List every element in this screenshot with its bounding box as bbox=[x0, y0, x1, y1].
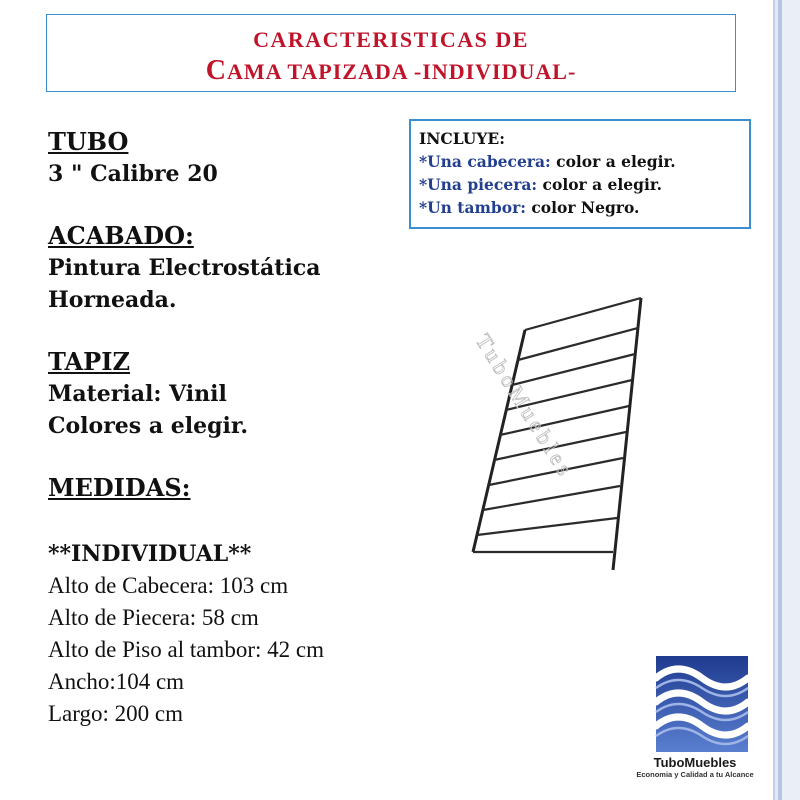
tapiz-heading: TAPIZ bbox=[48, 347, 130, 376]
measurement-4: Ancho:104 cm bbox=[48, 669, 185, 694]
individual-heading: **INDIVIDUAL** bbox=[48, 541, 252, 567]
include-item bbox=[419, 173, 741, 196]
title-rest: AMA TAPIZADA -INDIVIDUAL- bbox=[226, 59, 577, 84]
include-text: color a elegir. bbox=[550, 152, 676, 171]
watermark-text: TuboMuebles bbox=[470, 329, 580, 483]
logo-name: TuboMuebles bbox=[653, 755, 737, 770]
include-label: *Una piecera: bbox=[419, 175, 538, 194]
include-label: *Una cabecera: bbox=[419, 152, 551, 171]
bed-frame-illustration bbox=[455, 290, 665, 580]
tapiz-line-1: Material: Vinil bbox=[48, 381, 227, 407]
medidas-heading: MEDIDAS: bbox=[48, 473, 191, 502]
tapiz-line-2: Colores a elegir. bbox=[48, 413, 249, 439]
measurement-3: Alto de Piso al tambor: 42 cm bbox=[48, 637, 324, 662]
acabado-line-2: Horneada. bbox=[48, 287, 177, 313]
title-initial: C bbox=[205, 55, 227, 86]
acabado-line-1: Pintura Electrostática bbox=[48, 255, 321, 281]
logo-tagline: Economia y Calidad a tu Alcance bbox=[636, 770, 754, 779]
title-line-2 bbox=[47, 55, 735, 87]
includes-heading: INCLUYE: bbox=[419, 129, 505, 148]
include-label: *Un tambor: bbox=[419, 198, 526, 217]
measurement-2: Alto de Piecera: 58 cm bbox=[48, 605, 259, 630]
include-text: color a elegir. bbox=[537, 175, 663, 194]
include-text: color Negro. bbox=[525, 198, 640, 217]
include-item bbox=[419, 196, 741, 219]
specifications bbox=[48, 126, 324, 730]
title-box bbox=[46, 14, 736, 92]
includes-box bbox=[409, 119, 751, 229]
measurement-1: Alto de Cabecera: 103 cm bbox=[48, 573, 289, 598]
tubo-heading: TUBO bbox=[48, 127, 129, 156]
include-item bbox=[419, 150, 741, 173]
measurement-5: Largo: 200 cm bbox=[48, 701, 183, 726]
tubo-value: 3 " Calibre 20 bbox=[48, 161, 218, 187]
acabado-heading: ACABADO: bbox=[48, 221, 194, 250]
title-line-1: CARACTERISTICAS DE bbox=[253, 27, 529, 52]
